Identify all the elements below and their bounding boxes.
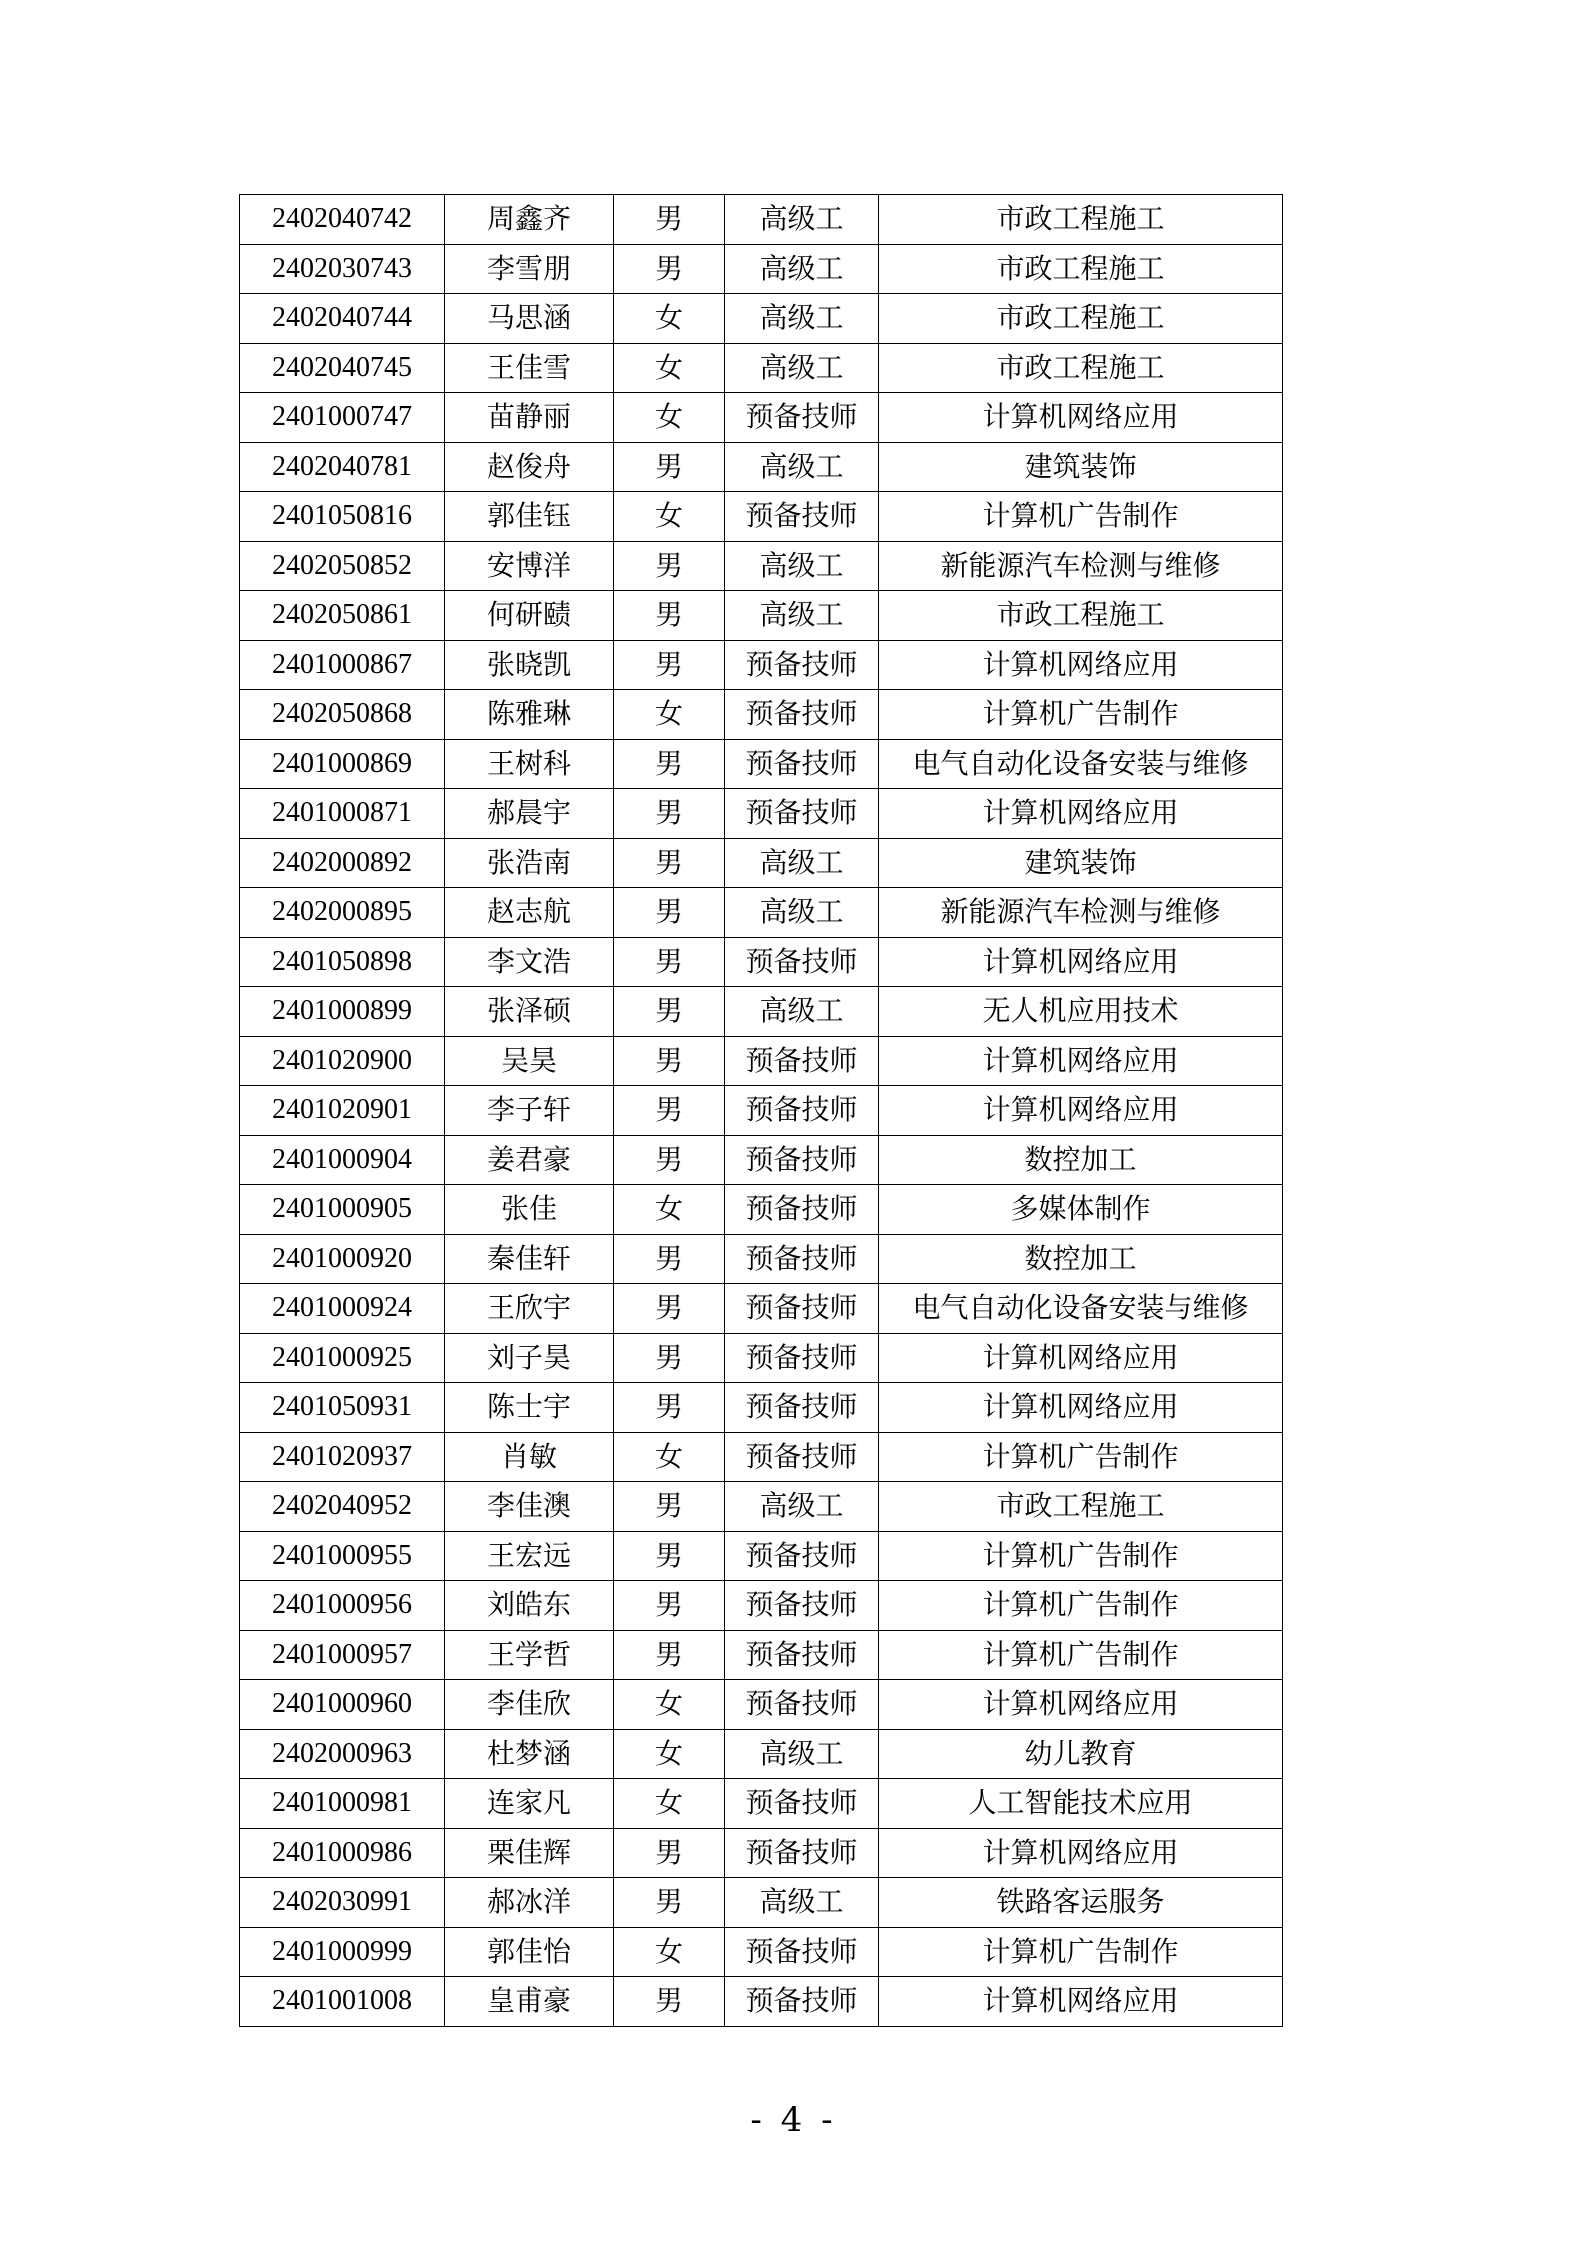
student-id-cell: 2402040952 bbox=[240, 1482, 445, 1532]
level-cell: 预备技师 bbox=[725, 1086, 879, 1136]
gender-cell: 男 bbox=[614, 1630, 725, 1680]
name-cell: 郝冰洋 bbox=[445, 1878, 614, 1928]
student-id-cell: 2401000999 bbox=[240, 1927, 445, 1977]
major-cell: 数控加工 bbox=[879, 1135, 1283, 1185]
table-row bbox=[240, 1927, 1283, 1977]
level-cell: 高级工 bbox=[725, 1878, 879, 1928]
table-row bbox=[240, 1432, 1283, 1482]
table-row bbox=[240, 1977, 1283, 2027]
gender-cell: 男 bbox=[614, 1333, 725, 1383]
major-cell: 电气自动化设备安装与维修 bbox=[879, 1284, 1283, 1334]
gender-cell: 男 bbox=[614, 937, 725, 987]
name-cell: 张泽硕 bbox=[445, 987, 614, 1037]
gender-cell: 男 bbox=[614, 442, 725, 492]
level-cell: 预备技师 bbox=[725, 1779, 879, 1829]
major-cell: 计算机广告制作 bbox=[879, 1630, 1283, 1680]
name-cell: 刘子昊 bbox=[445, 1333, 614, 1383]
table-row bbox=[240, 442, 1283, 492]
gender-cell: 女 bbox=[614, 1680, 725, 1730]
name-cell: 李文浩 bbox=[445, 937, 614, 987]
level-cell: 高级工 bbox=[725, 244, 879, 294]
major-cell: 新能源汽车检测与维修 bbox=[879, 888, 1283, 938]
major-cell: 建筑装饰 bbox=[879, 838, 1283, 888]
major-cell: 市政工程施工 bbox=[879, 195, 1283, 245]
level-cell: 预备技师 bbox=[725, 1383, 879, 1433]
level-cell: 预备技师 bbox=[725, 1185, 879, 1235]
gender-cell: 男 bbox=[614, 195, 725, 245]
name-cell: 姜君豪 bbox=[445, 1135, 614, 1185]
major-cell: 计算机网络应用 bbox=[879, 937, 1283, 987]
major-cell: 市政工程施工 bbox=[879, 591, 1283, 641]
name-cell: 周鑫齐 bbox=[445, 195, 614, 245]
level-cell: 预备技师 bbox=[725, 492, 879, 542]
name-cell: 陈士宇 bbox=[445, 1383, 614, 1433]
major-cell: 计算机网络应用 bbox=[879, 1333, 1283, 1383]
major-cell: 计算机网络应用 bbox=[879, 1680, 1283, 1730]
major-cell: 市政工程施工 bbox=[879, 244, 1283, 294]
level-cell: 预备技师 bbox=[725, 393, 879, 443]
name-cell: 栗佳辉 bbox=[445, 1828, 614, 1878]
name-cell: 连家凡 bbox=[445, 1779, 614, 1829]
gender-cell: 男 bbox=[614, 1977, 725, 2027]
major-cell: 多媒体制作 bbox=[879, 1185, 1283, 1235]
student-id-cell: 2401000956 bbox=[240, 1581, 445, 1631]
major-cell: 计算机网络应用 bbox=[879, 1383, 1283, 1433]
gender-cell: 男 bbox=[614, 1036, 725, 1086]
major-cell: 计算机网络应用 bbox=[879, 1036, 1283, 1086]
level-cell: 预备技师 bbox=[725, 739, 879, 789]
name-cell: 郭佳钰 bbox=[445, 492, 614, 542]
gender-cell: 男 bbox=[614, 789, 725, 839]
student-id-cell: 2401050816 bbox=[240, 492, 445, 542]
gender-cell: 男 bbox=[614, 739, 725, 789]
table-row bbox=[240, 1729, 1283, 1779]
gender-cell: 女 bbox=[614, 1432, 725, 1482]
student-id-cell: 2401000904 bbox=[240, 1135, 445, 1185]
table-row bbox=[240, 1135, 1283, 1185]
roster-table bbox=[239, 194, 1283, 2027]
student-id-cell: 2401020937 bbox=[240, 1432, 445, 1482]
level-cell: 预备技师 bbox=[725, 1432, 879, 1482]
major-cell: 计算机广告制作 bbox=[879, 690, 1283, 740]
gender-cell: 男 bbox=[614, 541, 725, 591]
major-cell: 计算机网络应用 bbox=[879, 1977, 1283, 2027]
student-id-cell: 2401000986 bbox=[240, 1828, 445, 1878]
name-cell: 王佳雪 bbox=[445, 343, 614, 393]
table-row bbox=[240, 1828, 1283, 1878]
level-cell: 预备技师 bbox=[725, 690, 879, 740]
level-cell: 高级工 bbox=[725, 195, 879, 245]
level-cell: 预备技师 bbox=[725, 937, 879, 987]
table-row bbox=[240, 690, 1283, 740]
major-cell: 数控加工 bbox=[879, 1234, 1283, 1284]
major-cell: 计算机广告制作 bbox=[879, 492, 1283, 542]
student-id-cell: 2401020901 bbox=[240, 1086, 445, 1136]
level-cell: 预备技师 bbox=[725, 1333, 879, 1383]
level-cell: 预备技师 bbox=[725, 1828, 879, 1878]
table-row bbox=[240, 640, 1283, 690]
table-row bbox=[240, 739, 1283, 789]
student-id-cell: 2401000920 bbox=[240, 1234, 445, 1284]
student-id-cell: 2401020900 bbox=[240, 1036, 445, 1086]
table-row bbox=[240, 492, 1283, 542]
major-cell: 电气自动化设备安装与维修 bbox=[879, 739, 1283, 789]
student-id-cell: 2401050898 bbox=[240, 937, 445, 987]
gender-cell: 男 bbox=[614, 1086, 725, 1136]
major-cell: 计算机网络应用 bbox=[879, 1086, 1283, 1136]
gender-cell: 女 bbox=[614, 1185, 725, 1235]
major-cell: 计算机广告制作 bbox=[879, 1531, 1283, 1581]
table-row bbox=[240, 591, 1283, 641]
name-cell: 郭佳怡 bbox=[445, 1927, 614, 1977]
name-cell: 李佳欣 bbox=[445, 1680, 614, 1730]
table-row bbox=[240, 1630, 1283, 1680]
name-cell: 马思涵 bbox=[445, 294, 614, 344]
name-cell: 皇甫豪 bbox=[445, 1977, 614, 2027]
name-cell: 王树科 bbox=[445, 739, 614, 789]
table-row bbox=[240, 1581, 1283, 1631]
student-id-cell: 2401000905 bbox=[240, 1185, 445, 1235]
level-cell: 高级工 bbox=[725, 987, 879, 1037]
table-row bbox=[240, 1482, 1283, 1532]
major-cell: 计算机网络应用 bbox=[879, 640, 1283, 690]
major-cell: 计算机广告制作 bbox=[879, 1927, 1283, 1977]
name-cell: 何研赜 bbox=[445, 591, 614, 641]
table-row bbox=[240, 1036, 1283, 1086]
student-id-cell: 2402040745 bbox=[240, 343, 445, 393]
level-cell: 高级工 bbox=[725, 1729, 879, 1779]
major-cell: 计算机网络应用 bbox=[879, 393, 1283, 443]
student-id-cell: 2402000892 bbox=[240, 838, 445, 888]
table-row bbox=[240, 1086, 1283, 1136]
gender-cell: 男 bbox=[614, 1234, 725, 1284]
major-cell: 计算机网络应用 bbox=[879, 1828, 1283, 1878]
student-id-cell: 2401000871 bbox=[240, 789, 445, 839]
table-row bbox=[240, 888, 1283, 938]
level-cell: 高级工 bbox=[725, 838, 879, 888]
name-cell: 李子轩 bbox=[445, 1086, 614, 1136]
major-cell: 铁路客运服务 bbox=[879, 1878, 1283, 1928]
level-cell: 预备技师 bbox=[725, 1680, 879, 1730]
student-id-cell: 2401000981 bbox=[240, 1779, 445, 1829]
table-row bbox=[240, 1680, 1283, 1730]
student-id-cell: 2401000899 bbox=[240, 987, 445, 1037]
name-cell: 张晓凯 bbox=[445, 640, 614, 690]
name-cell: 赵俊舟 bbox=[445, 442, 614, 492]
gender-cell: 男 bbox=[614, 1383, 725, 1433]
gender-cell: 男 bbox=[614, 888, 725, 938]
table-row bbox=[240, 1531, 1283, 1581]
major-cell: 人工智能技术应用 bbox=[879, 1779, 1283, 1829]
gender-cell: 女 bbox=[614, 1729, 725, 1779]
gender-cell: 男 bbox=[614, 640, 725, 690]
major-cell: 市政工程施工 bbox=[879, 294, 1283, 344]
student-id-cell: 2402040744 bbox=[240, 294, 445, 344]
level-cell: 预备技师 bbox=[725, 1036, 879, 1086]
level-cell: 预备技师 bbox=[725, 640, 879, 690]
name-cell: 杜梦涵 bbox=[445, 1729, 614, 1779]
name-cell: 李佳澳 bbox=[445, 1482, 614, 1532]
name-cell: 苗静丽 bbox=[445, 393, 614, 443]
gender-cell: 男 bbox=[614, 244, 725, 294]
table-row bbox=[240, 1185, 1283, 1235]
level-cell: 高级工 bbox=[725, 1482, 879, 1532]
level-cell: 高级工 bbox=[725, 294, 879, 344]
student-id-cell: 2402000895 bbox=[240, 888, 445, 938]
table-row bbox=[240, 294, 1283, 344]
gender-cell: 女 bbox=[614, 492, 725, 542]
gender-cell: 男 bbox=[614, 987, 725, 1037]
gender-cell: 男 bbox=[614, 1135, 725, 1185]
level-cell: 预备技师 bbox=[725, 1977, 879, 2027]
major-cell: 计算机网络应用 bbox=[879, 789, 1283, 839]
gender-cell: 女 bbox=[614, 690, 725, 740]
page-number: - 4 - bbox=[750, 2100, 837, 2140]
student-id-cell: 2402040742 bbox=[240, 195, 445, 245]
name-cell: 王学哲 bbox=[445, 1630, 614, 1680]
major-cell: 市政工程施工 bbox=[879, 1482, 1283, 1532]
table-row bbox=[240, 1284, 1283, 1334]
major-cell: 建筑装饰 bbox=[879, 442, 1283, 492]
table-row bbox=[240, 987, 1283, 1037]
table-row bbox=[240, 789, 1283, 839]
name-cell: 张浩南 bbox=[445, 838, 614, 888]
student-id-cell: 2401000924 bbox=[240, 1284, 445, 1334]
student-id-cell: 2401000955 bbox=[240, 1531, 445, 1581]
student-id-cell: 2401000957 bbox=[240, 1630, 445, 1680]
level-cell: 预备技师 bbox=[725, 1284, 879, 1334]
name-cell: 安博洋 bbox=[445, 541, 614, 591]
level-cell: 高级工 bbox=[725, 591, 879, 641]
gender-cell: 男 bbox=[614, 1284, 725, 1334]
gender-cell: 男 bbox=[614, 1531, 725, 1581]
name-cell: 秦佳轩 bbox=[445, 1234, 614, 1284]
name-cell: 李雪朋 bbox=[445, 244, 614, 294]
student-id-cell: 2401050931 bbox=[240, 1383, 445, 1433]
gender-cell: 男 bbox=[614, 1581, 725, 1631]
name-cell: 张佳 bbox=[445, 1185, 614, 1235]
table-row bbox=[240, 937, 1283, 987]
roster-body bbox=[240, 195, 1283, 2027]
name-cell: 赵志航 bbox=[445, 888, 614, 938]
gender-cell: 女 bbox=[614, 1779, 725, 1829]
name-cell: 肖敏 bbox=[445, 1432, 614, 1482]
student-id-cell: 2401001008 bbox=[240, 1977, 445, 2027]
student-id-cell: 2401000960 bbox=[240, 1680, 445, 1730]
level-cell: 高级工 bbox=[725, 541, 879, 591]
student-id-cell: 2402000963 bbox=[240, 1729, 445, 1779]
level-cell: 高级工 bbox=[725, 343, 879, 393]
table-row bbox=[240, 393, 1283, 443]
name-cell: 刘皓东 bbox=[445, 1581, 614, 1631]
name-cell: 吴昊 bbox=[445, 1036, 614, 1086]
major-cell: 无人机应用技术 bbox=[879, 987, 1283, 1037]
table-row bbox=[240, 838, 1283, 888]
student-id-cell: 2402040781 bbox=[240, 442, 445, 492]
major-cell: 市政工程施工 bbox=[879, 343, 1283, 393]
table-row bbox=[240, 1878, 1283, 1928]
gender-cell: 女 bbox=[614, 393, 725, 443]
level-cell: 预备技师 bbox=[725, 1927, 879, 1977]
gender-cell: 男 bbox=[614, 591, 725, 641]
major-cell: 计算机广告制作 bbox=[879, 1581, 1283, 1631]
level-cell: 预备技师 bbox=[725, 1581, 879, 1631]
student-id-cell: 2401000867 bbox=[240, 640, 445, 690]
level-cell: 预备技师 bbox=[725, 1531, 879, 1581]
student-id-cell: 2402030991 bbox=[240, 1878, 445, 1928]
student-id-cell: 2401000869 bbox=[240, 739, 445, 789]
student-id-cell: 2402050868 bbox=[240, 690, 445, 740]
gender-cell: 女 bbox=[614, 343, 725, 393]
student-id-cell: 2401000925 bbox=[240, 1333, 445, 1383]
table-row bbox=[240, 1383, 1283, 1433]
gender-cell: 男 bbox=[614, 1482, 725, 1532]
gender-cell: 男 bbox=[614, 1878, 725, 1928]
table-row bbox=[240, 541, 1283, 591]
name-cell: 王欣宇 bbox=[445, 1284, 614, 1334]
level-cell: 预备技师 bbox=[725, 789, 879, 839]
gender-cell: 女 bbox=[614, 294, 725, 344]
level-cell: 预备技师 bbox=[725, 1630, 879, 1680]
level-cell: 预备技师 bbox=[725, 1135, 879, 1185]
table-row bbox=[240, 244, 1283, 294]
table-row bbox=[240, 195, 1283, 245]
level-cell: 高级工 bbox=[725, 442, 879, 492]
student-id-cell: 2401000747 bbox=[240, 393, 445, 443]
major-cell: 新能源汽车检测与维修 bbox=[879, 541, 1283, 591]
name-cell: 郝晨宇 bbox=[445, 789, 614, 839]
level-cell: 预备技师 bbox=[725, 1234, 879, 1284]
name-cell: 陈雅琳 bbox=[445, 690, 614, 740]
student-id-cell: 2402030743 bbox=[240, 244, 445, 294]
level-cell: 高级工 bbox=[725, 888, 879, 938]
table-row bbox=[240, 1333, 1283, 1383]
student-id-cell: 2402050852 bbox=[240, 541, 445, 591]
gender-cell: 男 bbox=[614, 838, 725, 888]
table-row bbox=[240, 1234, 1283, 1284]
gender-cell: 女 bbox=[614, 1927, 725, 1977]
major-cell: 计算机广告制作 bbox=[879, 1432, 1283, 1482]
gender-cell: 男 bbox=[614, 1828, 725, 1878]
name-cell: 王宏远 bbox=[445, 1531, 614, 1581]
student-id-cell: 2402050861 bbox=[240, 591, 445, 641]
major-cell: 幼儿教育 bbox=[879, 1729, 1283, 1779]
table-row bbox=[240, 343, 1283, 393]
table-row bbox=[240, 1779, 1283, 1829]
